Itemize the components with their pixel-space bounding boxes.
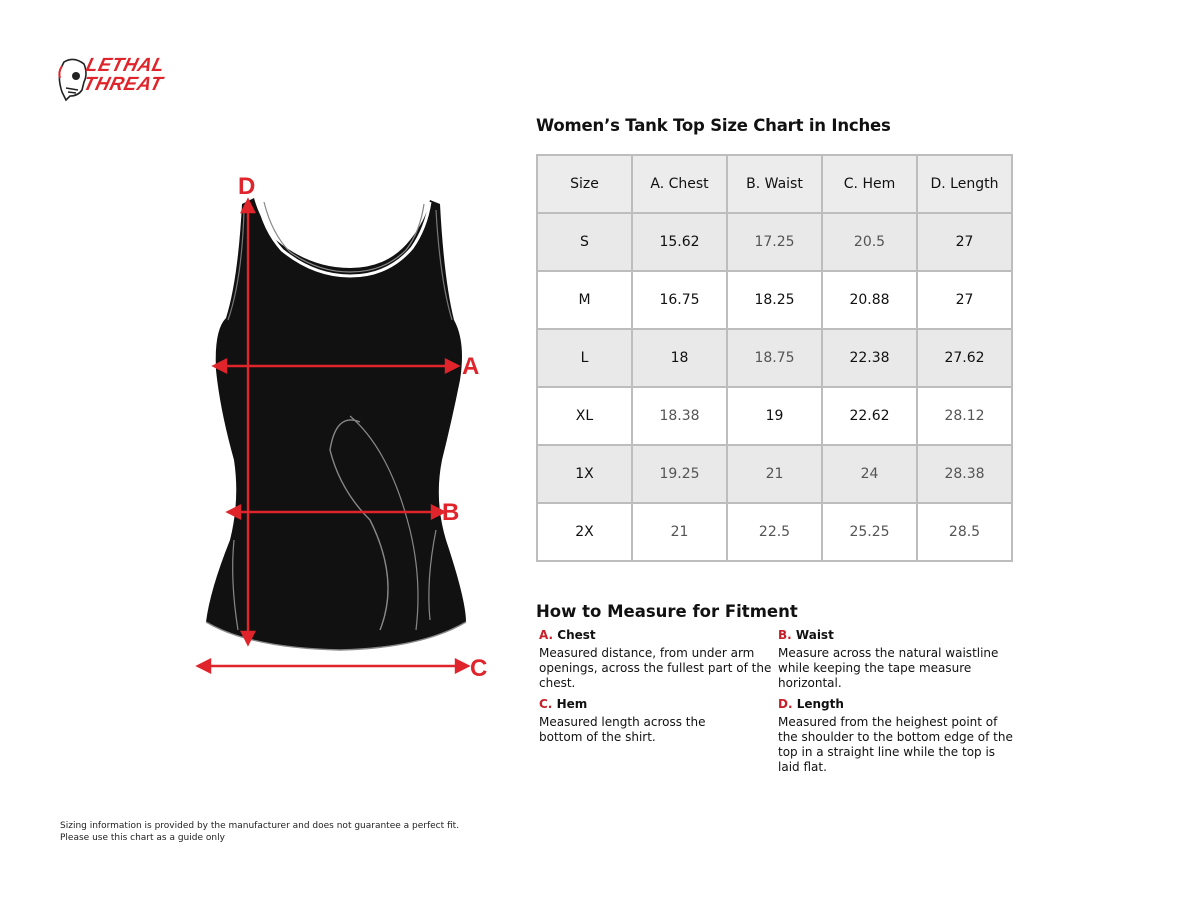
table-row [537,271,1012,329]
item-letter: C. [539,697,553,711]
table-cell: L [537,329,632,387]
item-name: Length [796,697,844,711]
table-cell: 28.5 [917,503,1012,561]
label-d: D [238,173,256,200]
table-cell: 17.25 [727,213,822,271]
column-header: B. Waist [727,155,822,213]
size-chart-title: Women’s Tank Top Size Chart in Inches [536,116,891,135]
table-cell: 19 [727,387,822,445]
logo-line-2: THREAT [81,74,165,95]
item-description: Measured from the heighest point of the shoulder to the bottom edge of the top in a straight line while the top is laid flat. [778,715,1013,774]
table-row [537,329,1012,387]
label-b: B [442,499,460,526]
table-row [537,445,1012,503]
measure-item-waist [778,628,1013,691]
table-cell: 25.25 [822,503,917,561]
table-cell: 28.12 [917,387,1012,445]
table-cell: 18.25 [727,271,822,329]
table-cell: 20.5 [822,213,917,271]
table-row [537,503,1012,561]
size-chart-table [536,154,1013,562]
table-cell: 1X [537,445,632,503]
table-cell: 24 [822,445,917,503]
item-name: Chest [557,628,596,642]
table-cell: 15.62 [632,213,727,271]
column-header: A. Chest [632,155,727,213]
measure-item-hem [539,697,734,745]
table-cell: 2X [537,503,632,561]
table-cell: 18.75 [727,329,822,387]
measure-item-chest [539,628,774,691]
item-description: Measured length across the bottom of the shirt. [539,715,706,744]
disclaimer-line-1: Sizing information is provided by the manufacturer and does not guarantee a perfect fit. [60,821,460,831]
table-row [537,213,1012,271]
table-cell: 27.62 [917,329,1012,387]
table-cell: 22.38 [822,329,917,387]
disclaimer [60,820,459,844]
table-row [537,387,1012,445]
column-header: Size [537,155,632,213]
table-cell: 16.75 [632,271,727,329]
table-cell: XL [537,387,632,445]
column-header: C. Hem [822,155,917,213]
table-cell: 18.38 [632,387,727,445]
table-cell: M [537,271,632,329]
label-c: C [470,655,488,682]
logo-line-1: LETHAL [83,55,167,76]
item-description: Measured distance, from under arm openings, across the fullest part of the chest. [539,646,772,690]
table-cell: 19.25 [632,445,727,503]
item-name: Hem [556,697,588,711]
disclaimer-line-2: Please use this chart as a guide only [60,833,225,843]
label-a: A [462,353,480,380]
column-header: D. Length [917,155,1012,213]
brand-logo [56,56,184,106]
table-cell: 28.38 [917,445,1012,503]
item-letter: B. [778,628,792,642]
table-cell: 21 [727,445,822,503]
table-cell: 18 [632,329,727,387]
brand-wordmark [79,56,169,94]
table-header-row [537,155,1012,213]
tank-top-diagram [190,160,510,700]
table-cell: 22.5 [727,503,822,561]
table-cell: 22.62 [822,387,917,445]
item-name: Waist [795,628,834,642]
table-cell: 21 [632,503,727,561]
item-letter: D. [778,697,793,711]
table-cell: 20.88 [822,271,917,329]
table-cell: S [537,213,632,271]
measure-title: How to Measure for Fitment [536,602,798,621]
table-cell: 27 [917,271,1012,329]
measure-item-length [778,697,1013,775]
item-description: Measure across the natural waistline while keeping the tape measure horizontal. [778,646,999,690]
table-cell: 27 [917,213,1012,271]
item-letter: A. [539,628,554,642]
